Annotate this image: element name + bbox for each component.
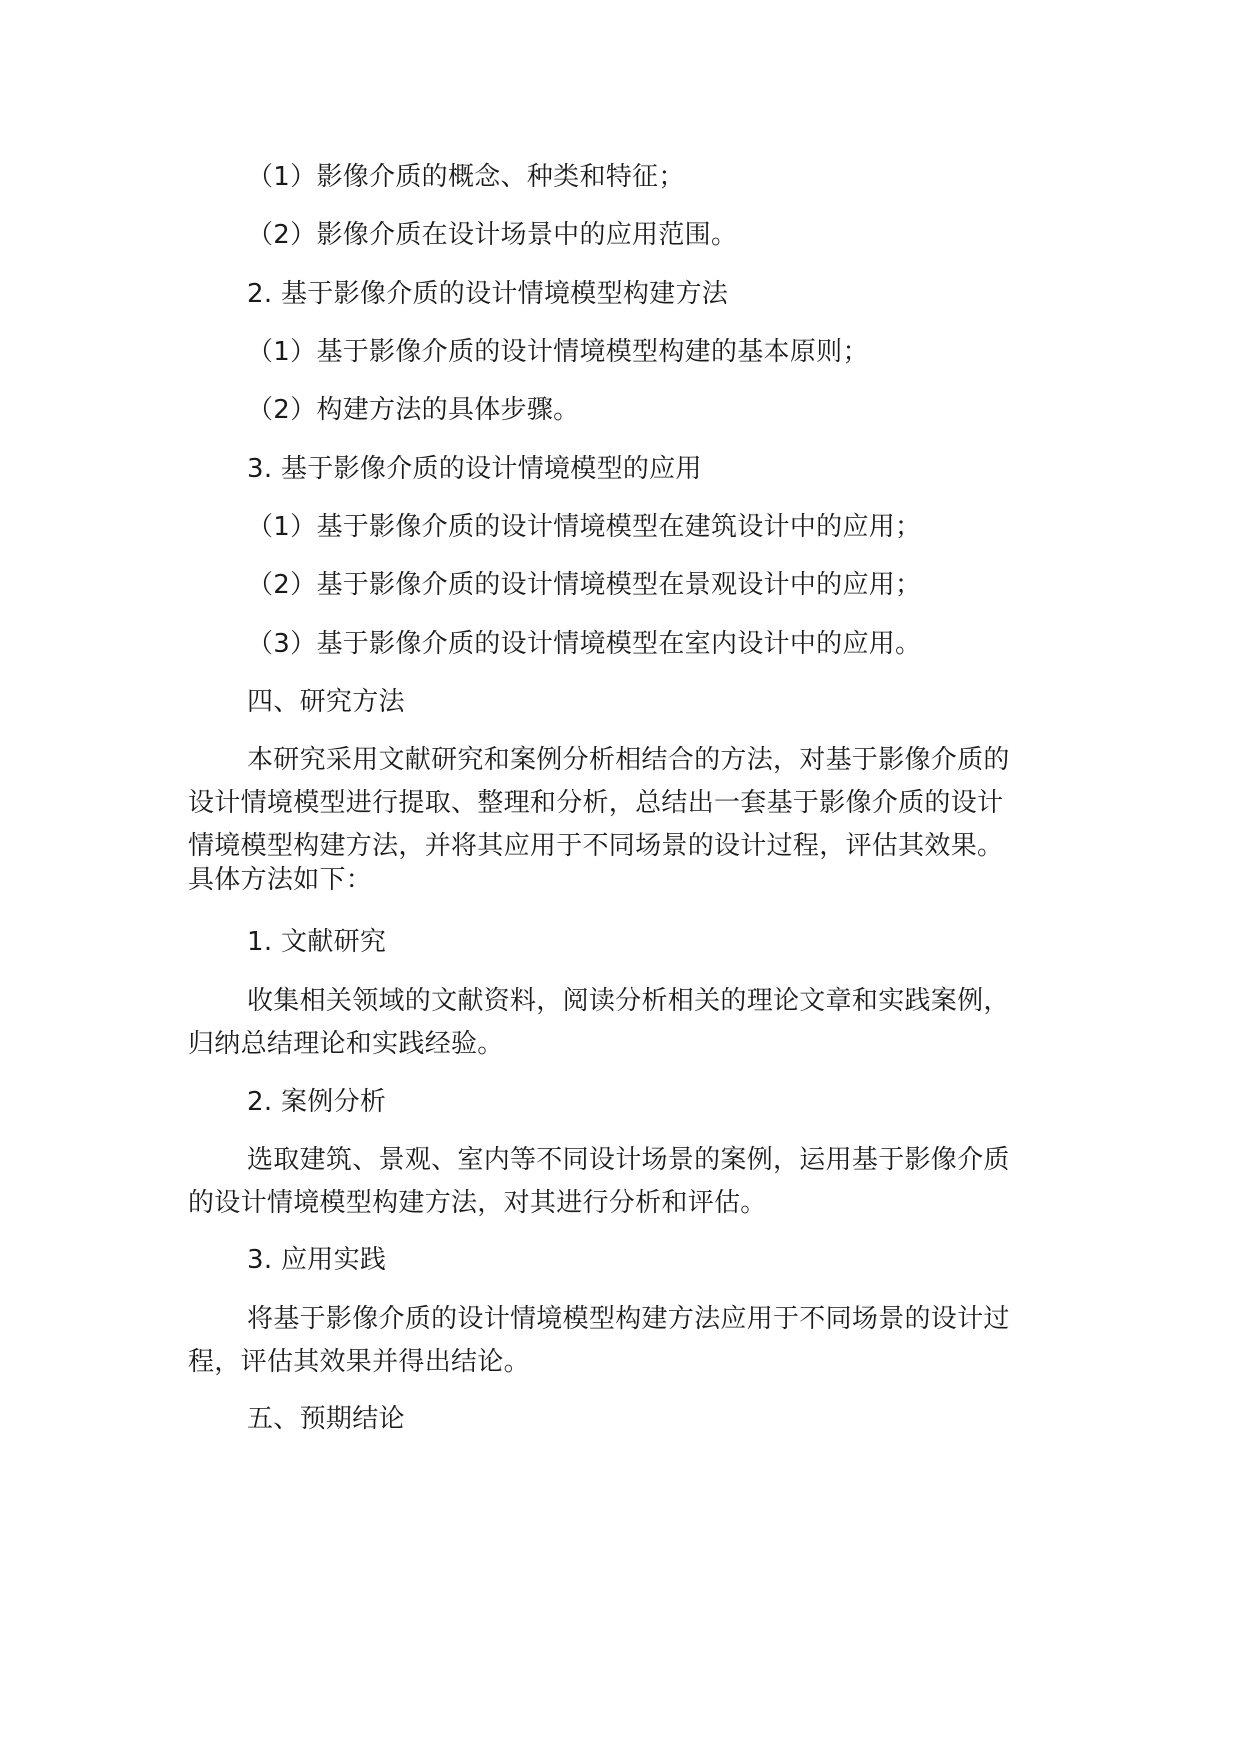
section-heading: 2. 基于影像介质的设计情境模型构建方法 — [247, 279, 729, 309]
list-item: （1）影像介质的概念、种类和特征； — [247, 162, 685, 192]
chapter-heading: 五、预期结论 — [247, 1404, 405, 1434]
chapter-heading: 四、研究方法 — [247, 687, 405, 717]
section-heading: 2. 案例分析 — [247, 1087, 387, 1117]
paragraph-line: 本研究采用文献研究和案例分析相结合的方法，对基于影像介质的 — [247, 745, 1010, 775]
list-item: （2）构建方法的具体步骤。 — [247, 395, 580, 425]
paragraph-line: 归纳总结理论和实践经验。 — [188, 1029, 504, 1059]
paragraph-line: 程，评估其效果并得出结论。 — [188, 1347, 530, 1377]
paragraph-line: 将基于影像介质的设计情境模型构建方法应用于不同场景的设计过 — [247, 1304, 1010, 1334]
paragraph-line: 的设计情境模型构建方法，对其进行分析和评估。 — [188, 1188, 767, 1218]
paragraph-line: 具体方法如下： — [188, 865, 373, 895]
list-item: （3）基于影像介质的设计情境模型在室内设计中的应用。 — [247, 629, 922, 659]
paragraph-line: 情境模型构建方法，并将其应用于不同场景的设计过程，评估其效果。 — [188, 831, 1004, 861]
paragraph-line: 收集相关领域的文献资料，阅读分析相关的理论文章和实践案例， — [247, 986, 1010, 1016]
section-heading: 3. 应用实践 — [247, 1245, 387, 1275]
section-heading: 3. 基于影像介质的设计情境模型的应用 — [247, 454, 702, 484]
list-item: （2）基于影像介质的设计情境模型在景观设计中的应用； — [247, 570, 922, 600]
list-item: （1）基于影像介质的设计情境模型构建的基本原则； — [247, 337, 869, 367]
section-heading: 1. 文献研究 — [247, 927, 387, 957]
list-item: （2）影像介质在设计场景中的应用范围。 — [247, 220, 738, 250]
paragraph-line: 设计情境模型进行提取、整理和分析，总结出一套基于影像介质的设计 — [188, 788, 1004, 818]
list-item: （1）基于影像介质的设计情境模型在建筑设计中的应用； — [247, 512, 922, 542]
paragraph-line: 选取建筑、景观、室内等不同设计场景的案例，运用基于影像介质 — [247, 1145, 1010, 1175]
